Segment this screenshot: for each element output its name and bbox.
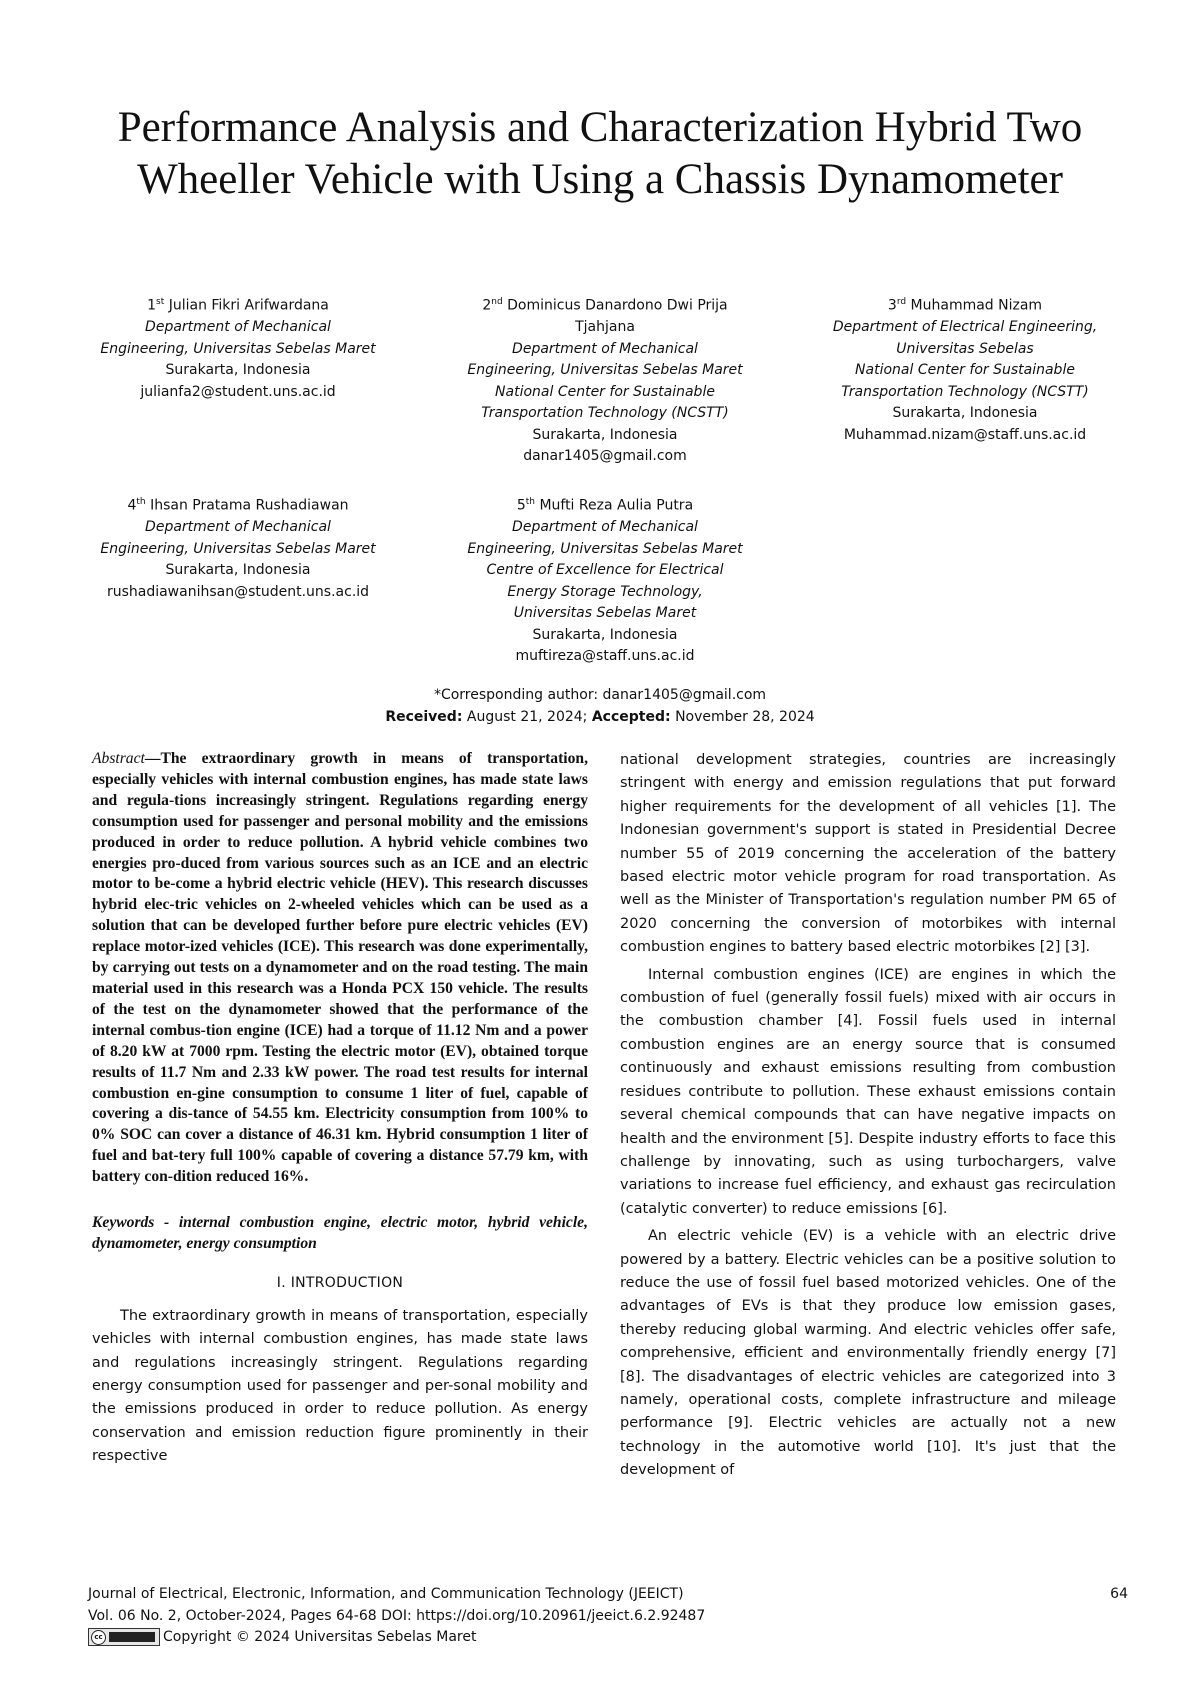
author-location: Surakarta, Indonesia	[892, 405, 1038, 422]
author-affiliation: Department of Mechanical	[512, 340, 698, 357]
author-block-5	[445, 492, 765, 668]
abstract-label: Abstract	[92, 750, 145, 767]
received-accepted-dates: Received: August 21, 2024; Accepted: November 28, 2024	[385, 709, 815, 725]
author-affiliation: Engineering, Universitas Sebelas Maret	[100, 340, 376, 357]
author-name-cont: Tjahjana	[575, 319, 635, 336]
author-name: 2nd Dominicus Danardono Dwi Prija	[482, 297, 728, 314]
author-location: Surakarta, Indonesia	[165, 562, 311, 579]
intro-paragraph: The extraordinary growth in means of transportation, especially vehicles with internal combustion engines, has made state laws and regulations increasingly stringent. Regulations regarding energy consumption used for passenger and per-sonal mobility and the emissions produced in order to reduce pollution. As energy conservation and emission reduction figure prominently in their respective	[92, 1307, 588, 1465]
author-affiliation: National Center for Sustainable	[855, 362, 1075, 379]
author-email[interactable]: Muhammad.nizam@staff.uns.ac.id	[843, 426, 1087, 443]
author-location: Surakarta, Indonesia	[165, 362, 311, 379]
body-paragraph: national development strategies, countries are increasingly stringent with energy and emission regulations that put forward higher requirements for the development of all vehicles [1]. The Indonesian government's support is stated in Presidential Decree number 55 of 2019 concerning the acceleration of the battery based electric motor vehicle program for road transportation. As well as the Minister of Transportation's regulation number PM 65 of 2020 concerning the conversion of motorbikes with internal combustion engines to battery based electric motorbikes [2] [3].	[620, 752, 1116, 956]
author-affiliation: Centre of Excellence for Electrical	[486, 562, 724, 579]
corresponding-info	[200, 684, 1000, 728]
author-affiliation: Universitas Sebelas Maret	[513, 605, 697, 622]
body-paragraph: Internal combustion engines (ICE) are engines in which the combustion of fuel (generally fossil fuels) mixed with air occurs in the combustion chamber [4]. Fossil fuels used in internal combustion engines are an energy source that is consumed continuously and exhaust emissions resulting from combustion residues contribute to pollution. These exhaust emissions contain several chemical compounds that can have negative impacts on health and the environment [5]. Despite industry efforts to face this challenge by innovating, such as using turbochargers, valve variations to increase fuel efficiency, and exhaust gas recirculation (catalytic converter) to reduce emissions [6].	[620, 966, 1116, 1217]
author-name: 3rd Muhammad Nizam	[887, 297, 1043, 314]
cc-license-icon: cc	[88, 1628, 160, 1646]
copyright-line: cc Copyright © 2024 Universitas Sebelas Maret	[88, 1627, 1128, 1649]
author-block-2	[445, 292, 765, 468]
author-email[interactable]: muftireza@staff.uns.ac.id	[515, 648, 695, 665]
abstract	[92, 749, 588, 1188]
journal-name: Journal of Electrical, Electronic, Information, and Communication Technology (JEEICT)	[88, 1586, 684, 1602]
page-footer	[88, 1584, 1128, 1649]
author-affiliation: Transportation Technology (NCSTT)	[841, 383, 1089, 400]
keywords: Keywords - internal combustion engine, electric motor, hybrid vehicle, dynamometer, energy consumption	[92, 1214, 588, 1252]
author-affiliation: Engineering, Universitas Sebelas Maret	[467, 362, 743, 379]
author-affiliation: Energy Storage Technology,	[507, 583, 703, 600]
abstract-text: —The extraordinary growth in means of transportation, especially vehicles with internal combustion engines, has made state laws and regula-tions increasingly stringent. Regulations regarding energy consumption used for passenger and personal mobility and the emissions produced in order to reduce pollution. A hybrid vehicle combines two energies pro-duced from various sources such as an ICE and an electric motor to be-come a hybrid electric vehicle (HEV). This research discusses hybrid elec-tric vehicles on 2-wheeled vehicles which can be used as a solution that can be developed further before pure electric vehicles (EV) replace motor-ized vehicles (ICE). This research was done experimentally, by carrying out tests on a dynamometer and on the road testing. The main material used in this research was a Honda PCX 150 vehicle. The results of the test on the dynamometer showed that the performance of the internal combus-tion engine (ICE) had a torque of 11.12 Nm and a power of 8.20 kW at 7000 rpm. Testing the electric motor (EV), obtained torque results of 11.7 Nm and 2.33 kW power. The road test results for internal combustion en-gine consumption to consume 1 liter of fuel, capable of covering a dis-tance of 54.55 km. Electricity consumption from 100% to 0% SOC can cover a distance of 46.31 km. Hybrid consumption 1 liter of fuel and bat-tery full 100% capable of covering a distance 57.79 km, with battery con-dition reduced 16%.	[92, 750, 588, 1186]
right-column	[620, 749, 1116, 1483]
body-paragraph: An electric vehicle (EV) is a vehicle with an electric drive powered by a battery. Electric vehicles can be a positive solution to reduce the use of fossil fuel based motorized vehicles. One of the advantages of EVs is that they produce low emission gases, thereby reducing global warming. And electric vehicles offer safe, comprehensive, efficient and environmentally friendly energy [7] [8]. The disadvantages of electric vehicles are categorized into 3 namely, operational costs, complete infrastructure and mileage performance [9]. Electric vehicles are actually not a new technology in the automotive world [10]. It's just that the development of	[620, 1228, 1116, 1479]
author-affiliation: National Center for Sustainable	[495, 383, 715, 400]
author-affiliation: Department of Electrical Engineering,	[832, 319, 1098, 336]
author-block-1	[88, 292, 388, 403]
author-affiliation: Transportation Technology (NCSTT)	[481, 405, 729, 422]
author-affiliation: Department of Mechanical	[145, 519, 331, 536]
author-email[interactable]: rushadiawanihsan@student.uns.ac.id	[106, 583, 370, 600]
author-affiliation: Department of Mechanical	[145, 319, 331, 336]
section-heading: I. INTRODUCTION	[276, 1274, 404, 1291]
author-location: Surakarta, Indonesia	[532, 626, 678, 643]
author-name: 1st Julian Fikri Arifwardana	[147, 297, 329, 314]
author-name: 5th Mufti Reza Aulia Putra	[516, 497, 694, 514]
author-name: 4th Ihsan Pratama Rushadiawan	[127, 497, 349, 514]
author-affiliation: Department of Mechanical	[512, 519, 698, 536]
author-affiliation: Universitas Sebelas	[896, 340, 1034, 357]
author-block-3	[810, 292, 1120, 446]
author-block-4	[88, 492, 388, 603]
author-affiliation: Engineering, Universitas Sebelas Maret	[100, 540, 376, 557]
corresponding-author: *Corresponding author: danar1405@gmail.com	[433, 687, 767, 703]
author-email[interactable]: julianfa2@student.uns.ac.id	[140, 383, 336, 400]
author-location: Surakarta, Indonesia	[532, 426, 678, 443]
author-email[interactable]: danar1405@gmail.com	[523, 448, 687, 465]
volume-doi[interactable]: Vol. 06 No. 2, October-2024, Pages 64-68 DOI: https://doi.org/10.20961/jeeict.6.2.92487	[88, 1607, 706, 1624]
page-number: 64	[1110, 1586, 1128, 1602]
left-column	[92, 749, 588, 1469]
paper-title: Performance Analysis and Characterization Hybrid Two Wheeller Vehicle with Using a Chassis Dynamometer	[117, 104, 1083, 203]
author-affiliation: Engineering, Universitas Sebelas Maret	[467, 540, 743, 557]
